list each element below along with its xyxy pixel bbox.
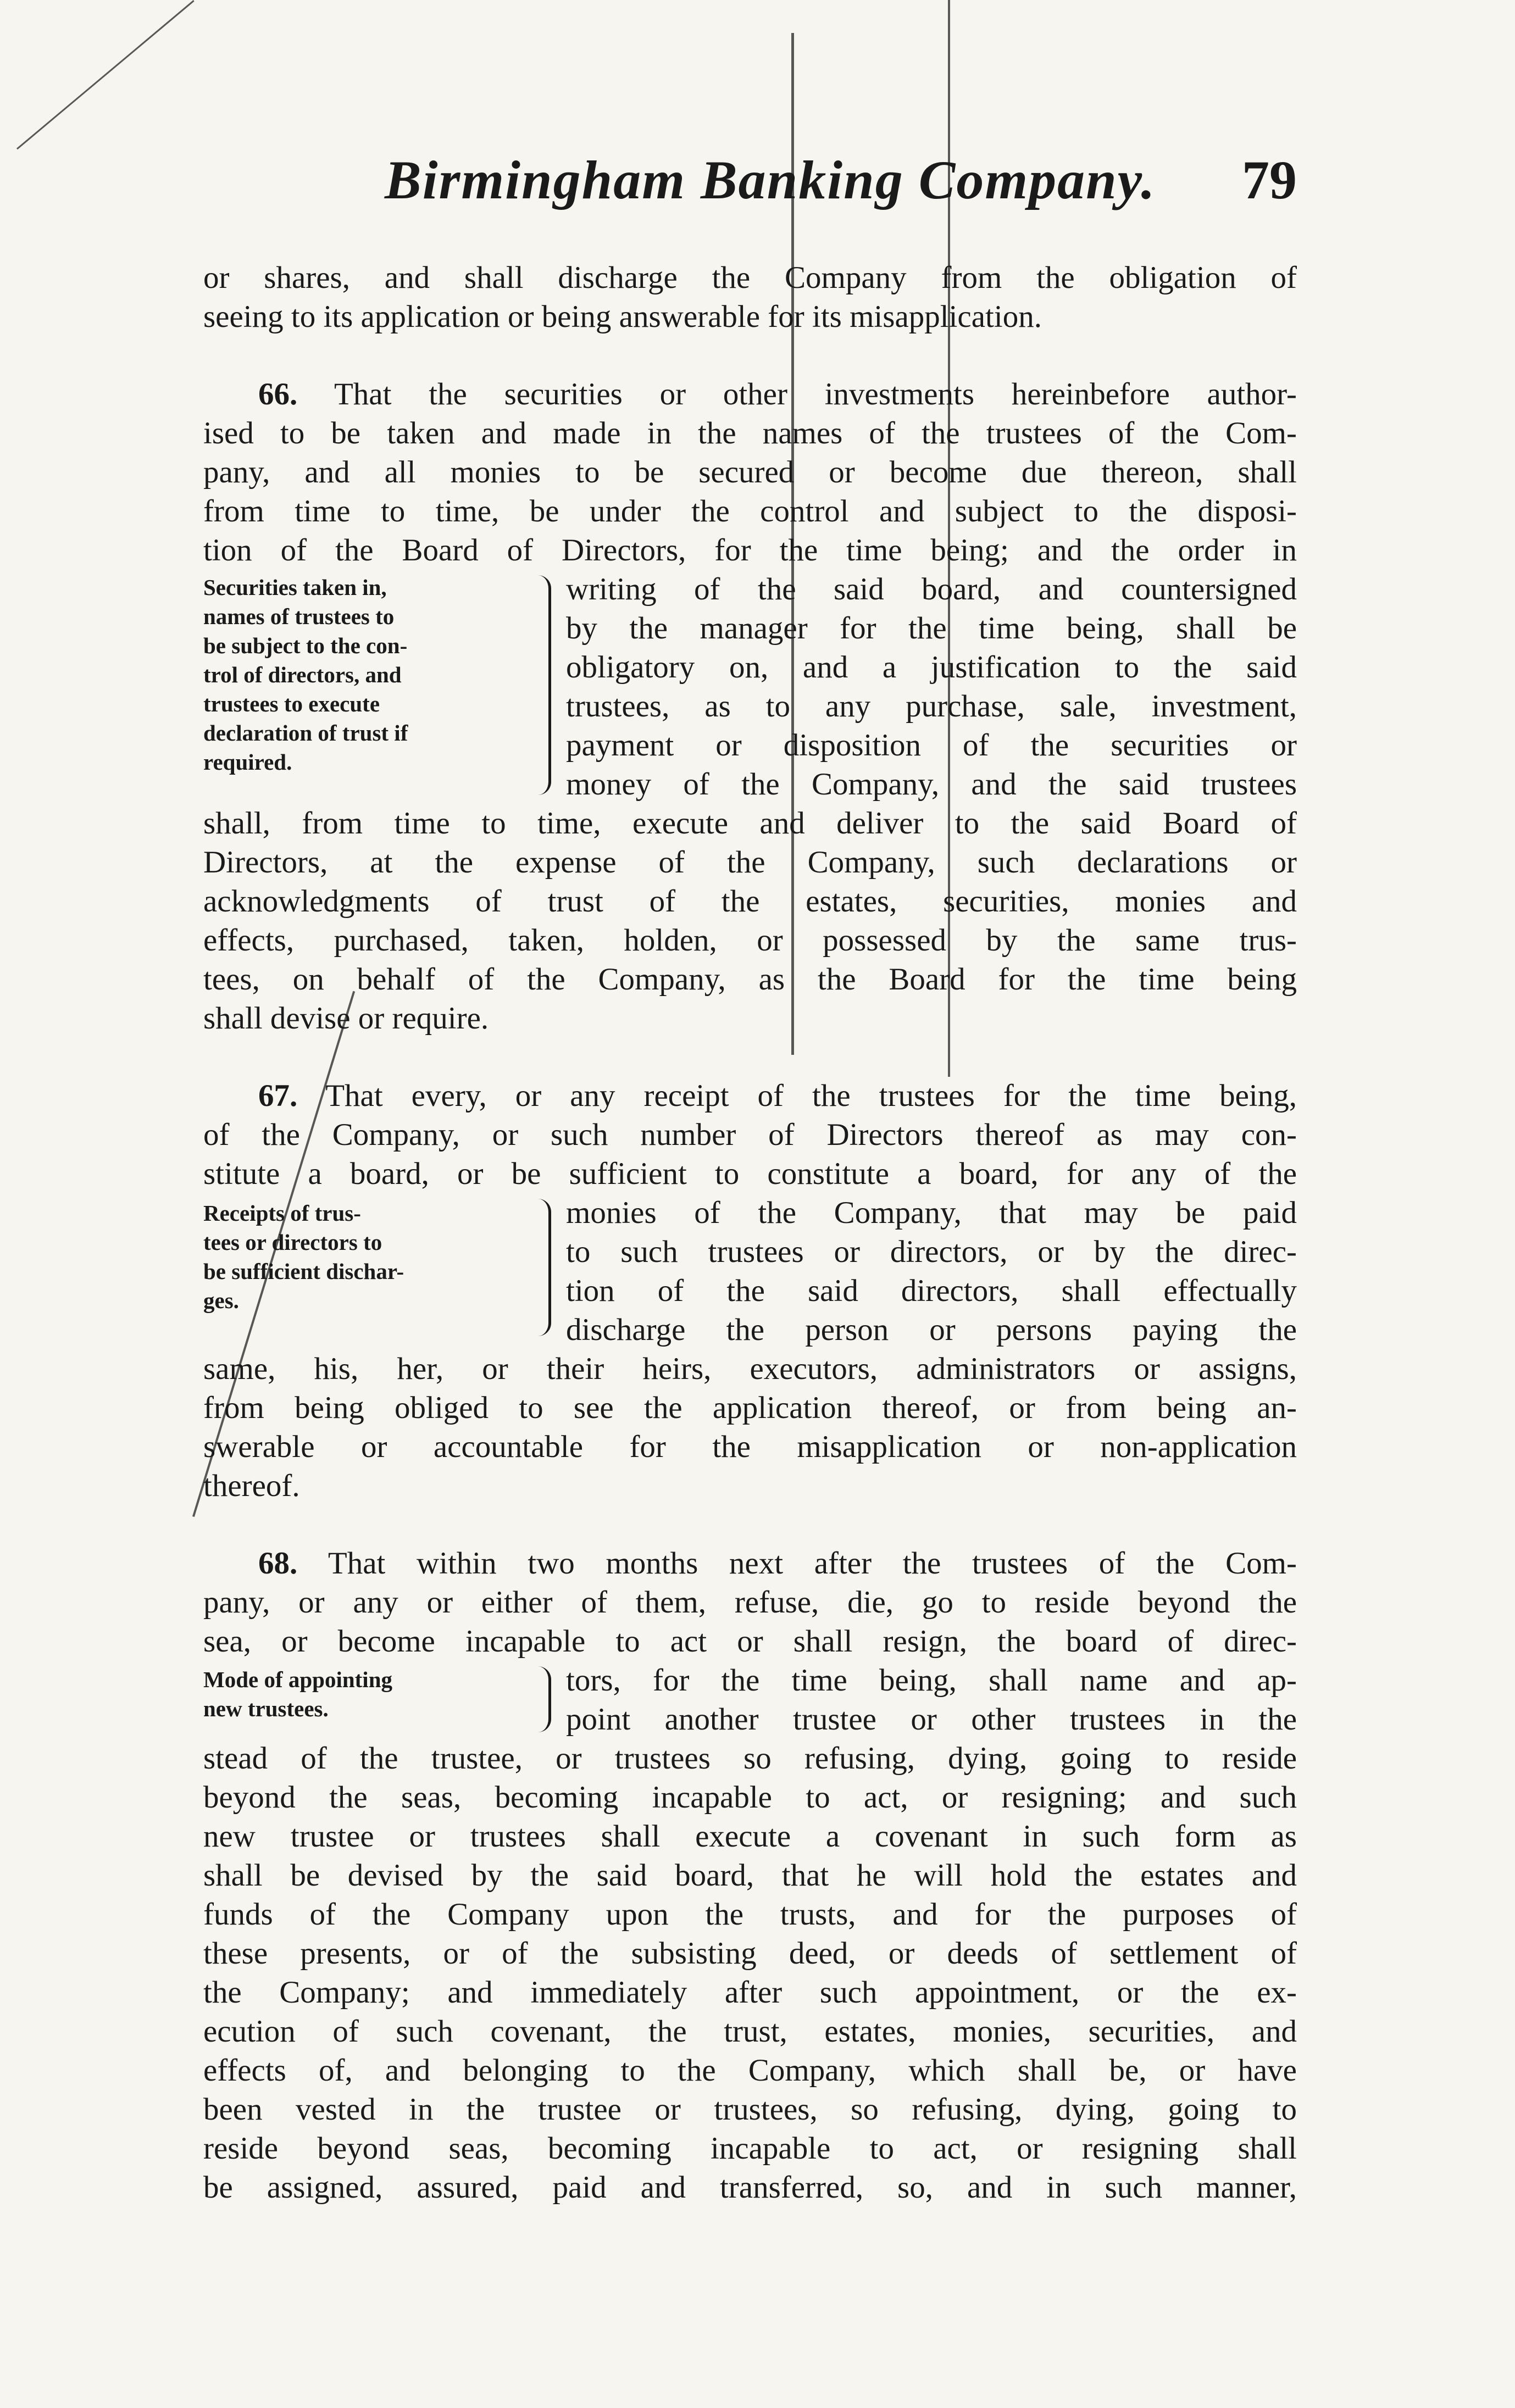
text-line: tors, for the time being, shall name and ap-: [566, 1663, 1297, 1698]
marginal-note-block: [203, 1193, 1297, 1349]
text-line: from being obliged to see the application thereof, or from being an-: [203, 1391, 1297, 1425]
paragraph-67: [203, 1076, 1297, 1505]
text-line: beyond the seas, becoming incapable to act, or resigning; and such: [203, 1780, 1297, 1815]
text-line: of the Company, or such number of Directors thereof as may con-: [203, 1117, 1297, 1152]
text-line: stitute a board, or be sufficient to constitute a board, for any of the: [203, 1156, 1297, 1191]
text-line: seeing to its application or being answerable for its misapplication.: [203, 299, 1042, 334]
marginal-note: Mode of appointing new trustees.: [203, 1667, 392, 1721]
text-line: been vested in the trustee or trustees, so refusing, dying, going to: [203, 2092, 1297, 2127]
text-line: by the manager for the time being, shall be: [566, 611, 1297, 646]
paragraph-number: 67.: [258, 1078, 298, 1113]
text-line: payment or disposition of the securities or: [566, 728, 1297, 763]
scan-artifact-diagonal-line: [16, 0, 195, 149]
text-line: ecution of such covenant, the trust, estates, monies, securities, and: [203, 2014, 1297, 2049]
page-header: [198, 148, 1297, 214]
text-line: 68. That within two months next after the trustees of the Com-: [258, 1546, 1297, 1581]
text-line: or shares, and shall discharge the Company from the obligation of: [203, 260, 1297, 295]
text-line: trustees, as to any purchase, sale, investment,: [566, 689, 1297, 724]
paragraph-number: 66.: [258, 377, 298, 411]
text-line: effects of, and belonging to the Company, which shall be, or have: [203, 2053, 1297, 2088]
text-line: reside beyond seas, becoming incapable to act, or resigning shall: [203, 2131, 1297, 2166]
body-text: [203, 258, 1297, 2207]
marginal-note: Receipts of trus- tees or directors to be sufficient dischar- ges.: [203, 1200, 404, 1313]
paragraph-68: [203, 1544, 1297, 2207]
text-line: 66. That the securities or other investments hereinbefore author-: [258, 377, 1297, 411]
text-line: shall devise or require.: [203, 1001, 489, 1036]
text-line: shall be devised by the said board, that he will hold the estates and: [203, 1858, 1297, 1893]
marginal-note: Securities taken in, names of trustees to be subject to the con- trol of directors, and trustees to execute declaration of trust if required.: [203, 575, 408, 775]
text-line: pany, and all monies to be secured or become due thereon, shall: [203, 455, 1297, 490]
text-line: point another trustee or other trustees in the: [566, 1702, 1297, 1737]
marginal-note-block: [203, 1661, 1297, 1739]
text-line: monies of the Company, that may be paid: [566, 1195, 1297, 1230]
running-title: Birmingham Banking Company.: [385, 149, 1156, 210]
continuation-paragraph: [203, 258, 1297, 336]
page-number: 79: [1242, 149, 1297, 210]
text-line: tion of the Board of Directors, for the time being; and the order in: [203, 533, 1297, 568]
text-line: sea, or become incapable to act or shall resign, the board of direc-: [203, 1624, 1297, 1659]
text-line: obligatory on, and a justification to the said: [566, 650, 1297, 685]
text-line: writing of the said board, and countersigned: [566, 572, 1297, 607]
text-line: shall, from time to time, execute and deliver to the said Board of: [203, 806, 1297, 841]
marginal-note-block: [203, 570, 1297, 804]
text-line: same, his, her, or their heirs, executors, administrators or assigns,: [203, 1352, 1297, 1386]
text-line: tion of the said directors, shall effectually: [566, 1273, 1297, 1308]
text-line: tees, on behalf of the Company, as the Board for the time being: [203, 962, 1297, 997]
text-line: from time to time, be under the control and subject to the disposi-: [203, 494, 1297, 529]
text-line: swerable or accountable for the misapplication or non-application: [203, 1430, 1297, 1464]
text-line: these presents, or of the subsisting deed, or deeds of settlement of: [203, 1936, 1297, 1971]
text-line: money of the Company, and the said trustees: [566, 767, 1297, 802]
text-line: the Company; and immediately after such appointment, or the ex-: [203, 1975, 1297, 2010]
brace: [533, 1666, 551, 1732]
text-line: thereof.: [203, 1469, 300, 1503]
text-line: discharge the person or persons paying the: [566, 1313, 1297, 1347]
text-line: to such trustees or directors, or by the direc-: [566, 1234, 1297, 1269]
text-line: stead of the trustee, or trustees so refusing, dying, going to reside: [203, 1741, 1297, 1776]
brace: [533, 575, 551, 795]
text-line: ised to be taken and made in the names of the trustees of the Com-: [203, 416, 1297, 451]
text-line: new trustee or trustees shall execute a covenant in such form as: [203, 1819, 1297, 1854]
paragraph-66: [203, 375, 1297, 1038]
text-line: 67. That every, or any receipt of the trustees for the time being,: [258, 1078, 1297, 1113]
brace: [533, 1199, 551, 1336]
text-line: be assigned, assured, paid and transferred, so, and in such manner,: [203, 2170, 1297, 2205]
text-line: acknowledgments of trust of the estates, securities, monies and: [203, 884, 1297, 919]
text-line: Directors, at the expense of the Company, such declarations or: [203, 845, 1297, 880]
text-line: effects, purchased, taken, holden, or possessed by the same trus-: [203, 923, 1297, 958]
text-line: pany, or any or either of them, refuse, die, go to reside beyond the: [203, 1585, 1297, 1620]
text-line: funds of the Company upon the trusts, and for the purposes of: [203, 1897, 1297, 1932]
paragraph-number: 68.: [258, 1546, 298, 1581]
